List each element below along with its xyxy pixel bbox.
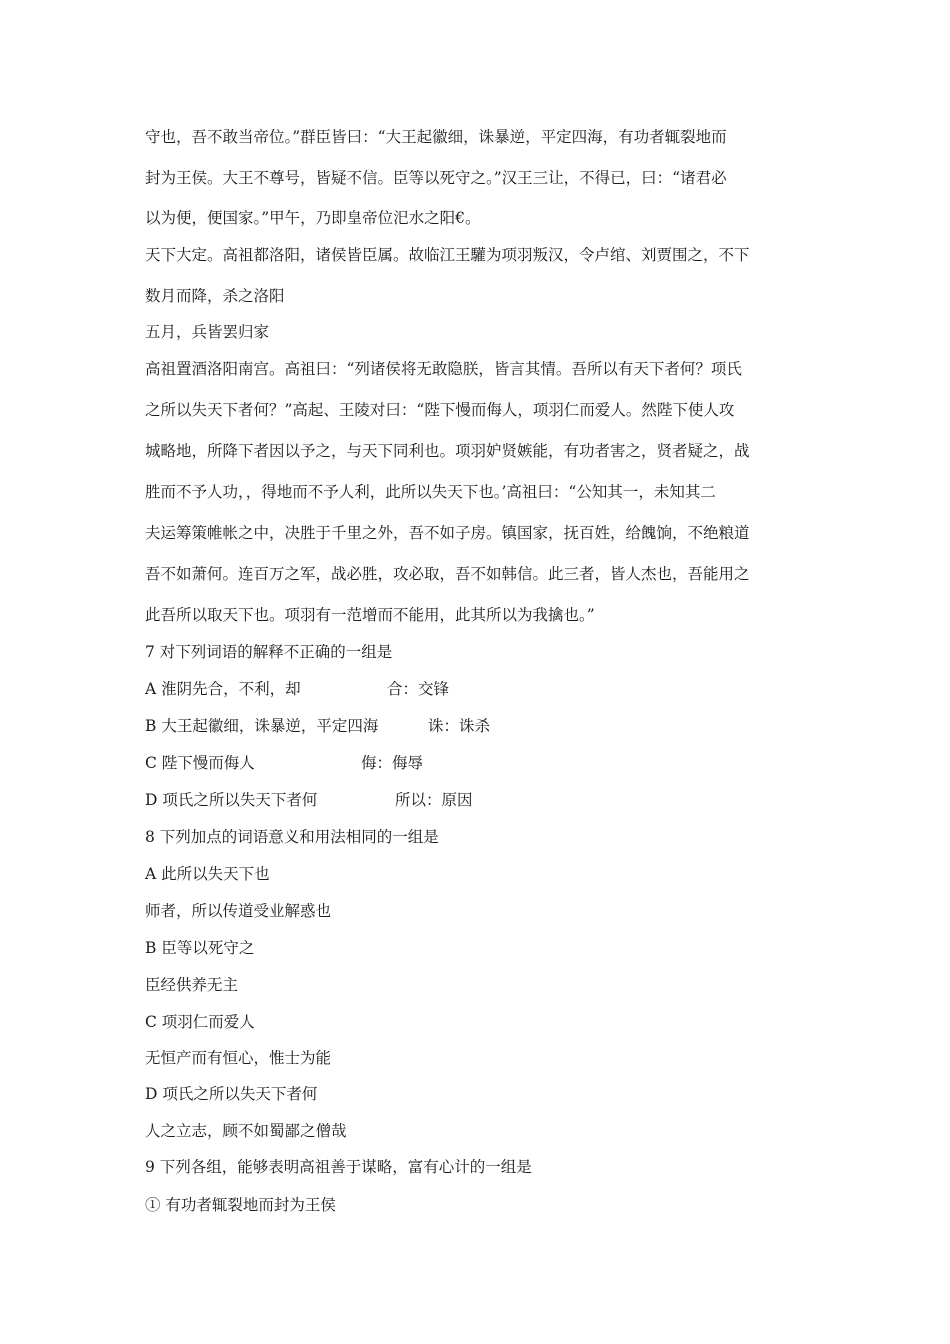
option-c (145, 753, 424, 773)
option-text: C 陛下慢而侮人 (145, 754, 255, 772)
passage-line: 吾不如萧何。连百万之军，战必胜，攻必取，吾不如韩信。此三者，皆人杰也，吾能用之 (145, 565, 750, 583)
option-d-sentence-1: D 项氏之所以失天下者何 (145, 1085, 318, 1103)
question-stem: 7 对下列词语的解释不正确的一组是 (145, 643, 393, 661)
option-b-sentence-1: B 臣等以死守之 (145, 939, 255, 957)
passage-line: 守也，吾不敢当帝位。”群臣皆曰：“大王起徽细，诛暴逆，平定四海，有功者辄裂地而 (145, 128, 727, 146)
option-b-sentence-2: 臣经供养无主 (145, 976, 239, 994)
passage-line: 夫运筹策帷帐之中，决胜于千里之外，吾不如子房。镇国家，抚百姓，给餽饷，不绝粮道 (145, 524, 750, 542)
question-stem: 9 下列各组，能够表明高祖善于谋略，富有心计的一组是 (145, 1158, 532, 1176)
option-c-sentence-1: C 项羽仁而爱人 (145, 1013, 255, 1031)
passage-line: 封为王侯。大王不尊号，皆疑不信。臣等以死守之。”汉王三让，不得已，曰：“诸君必 (145, 169, 727, 187)
passage-line: 此吾所以取天下也。项羽有一范增而不能用，此其所以为我擒也。” (145, 606, 595, 624)
option-gloss: 侮：侮辱 (361, 754, 424, 772)
option-a-sentence-2: 师者，所以传道受业解惑也 (145, 902, 332, 920)
option-b (145, 716, 491, 736)
option-gloss: 所以：原因 (395, 791, 473, 809)
option-a (145, 679, 450, 699)
option-a-sentence-1: A 此所以失天下也 (145, 865, 270, 883)
question-stem: 8 下列加点的词语意义和用法相同的一组是 (145, 828, 439, 846)
option-gloss: 合：交锋 (387, 680, 450, 698)
list-item: ① 有功者辄裂地而封为王侯 (145, 1196, 336, 1214)
passage-line: 天下大定。高祖都洛阳，诸侯皆臣属。故临江王驩为项羽叛汉，令卢绾、刘贾围之，不下 (145, 246, 750, 264)
passage-line: 数月而降，杀之洛阳 (145, 287, 285, 305)
passage-line: 高祖置酒洛阳南宫。高祖曰：“列诸侯将无敢隐朕，皆言其情。吾所以有天下者何？项氏 (145, 360, 742, 378)
option-d-sentence-2: 人之立志，顾不如蜀鄙之僧哉 (145, 1122, 347, 1140)
passage-line: 之所以失天下者何？”高起、王陵对曰：“陛下慢而侮人，项羽仁而爱人。然陛下使人攻 (145, 401, 735, 419)
option-text: B 大王起徽细，诛暴逆，平定四海 (145, 717, 379, 735)
option-text: D 项氏之所以失天下者何 (145, 791, 318, 809)
passage-line: 以为便，便国家。”甲午，乃即皇帝位汜水之阳€。 (145, 209, 481, 227)
option-gloss: 诛：诛杀 (428, 717, 491, 735)
passage-line: 城略地，所降下者因以予之，与天下同利也。项羽妒贤嫉能，有功者害之，贤者疑之，战 (145, 442, 750, 460)
passage-line: 胜而不予人功，，得地而不予人利，此所以失天下也。’高祖曰：“公知其一，未知其二 (145, 483, 716, 501)
option-c-sentence-2: 无恒产而有恒心，惟士为能 (145, 1049, 332, 1067)
option-d (145, 790, 473, 810)
option-text: A 淮阴先合，不利，却 (145, 680, 301, 698)
passage-line: 五月，兵皆罢归家 (145, 323, 270, 341)
